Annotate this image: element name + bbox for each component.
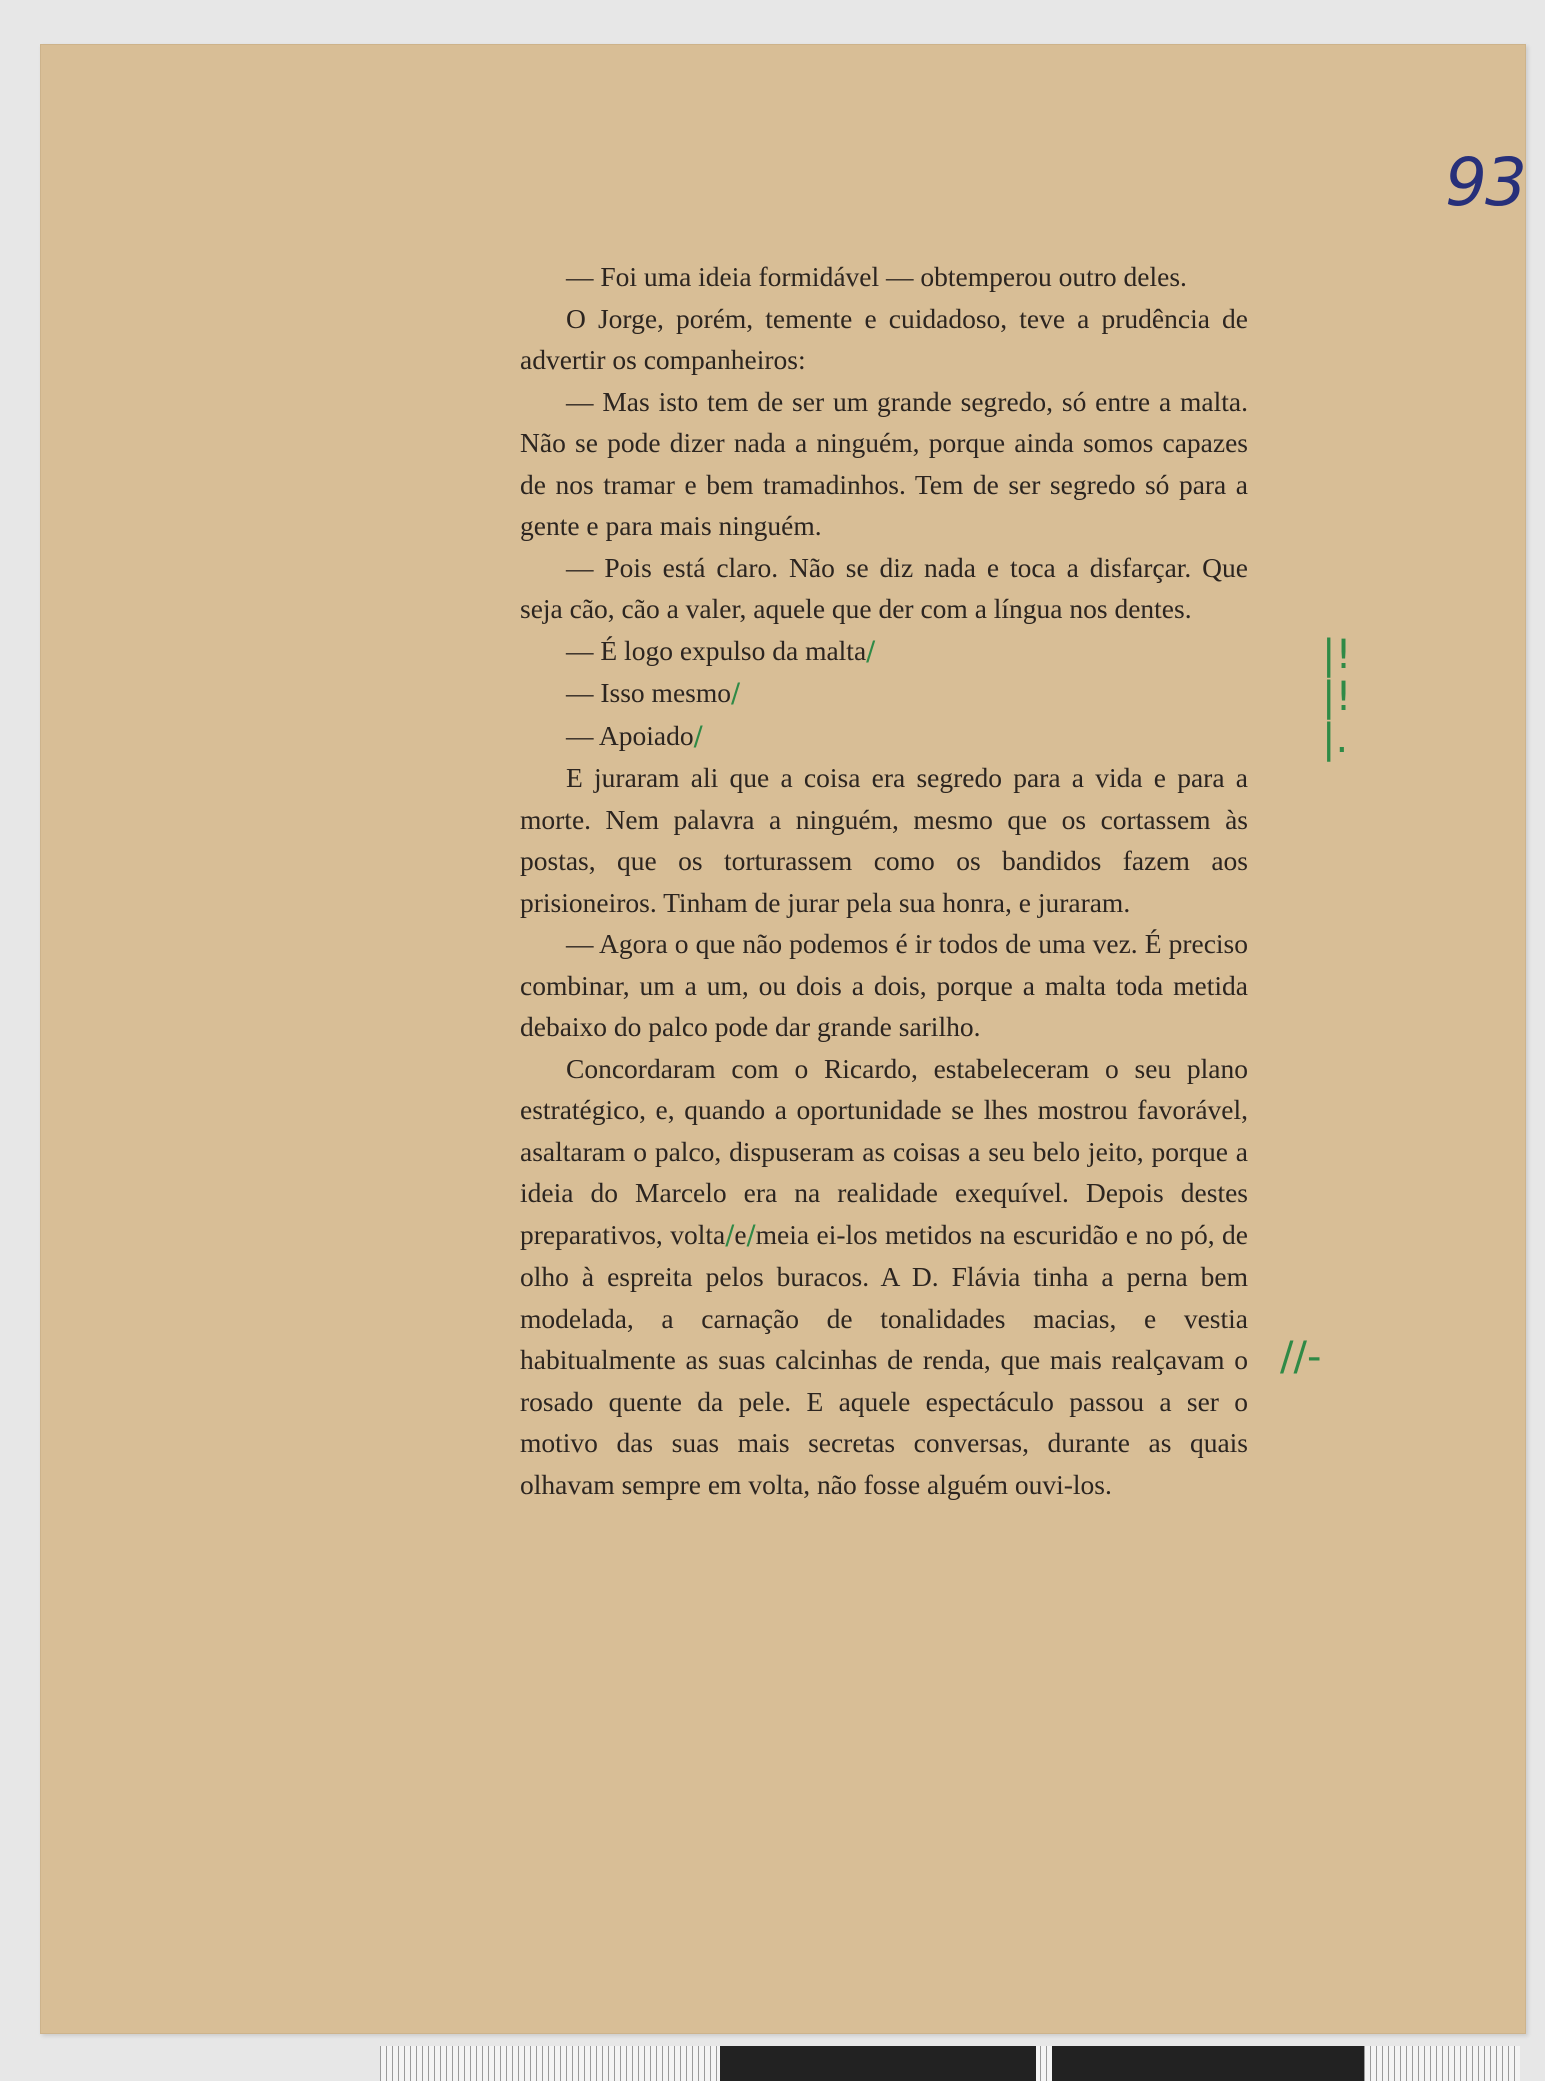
text-run: meia ei-los metidos na escuridão e no pó, de olho à espreita pelos buracos. A D. Flávia tinha a perna bem modelada, a carnação de tonalidades macias, e vestia habitualmente as suas calcinhas de renda, que mais realçavam o rosado quente da pele. E aquele espectáculo passou a ser o motivo das suas mais secretas conversas, durante as quais olhavam sempre em volta, não fosse alguém ouvi-los. [520, 1218, 1248, 1500]
paragraph [520, 672, 1248, 715]
dialogue-line: — Apoiado [566, 719, 694, 751]
correction-mark: / [731, 678, 741, 709]
paragraph: E juraram ali que a coisa era segredo para a vida e para a morte. Nem palavra a ninguém, mesmo que os cortassem às postas, que os torturassem como os bandidos fazem aos prisioneiros. Tinham de jurar pela sua honra, e juraram. [520, 762, 1248, 918]
paragraph [520, 630, 1248, 673]
correction-mark: / [746, 1219, 756, 1251]
color-calibration-block [1052, 2046, 1364, 2081]
paragraph: — Agora o que não podemos é ir todos de uma vez. É preciso combinar, um a um, ou dois a dois, porque a malta toda metida debaixo do palco pode dar grande sarilho. [520, 928, 1248, 1042]
paragraph [520, 715, 1248, 758]
paragraph: — Pois está claro. Não se diz nada e toca a disfarçar. Que seja cão, cão a valer, aquele que der com a língua nos dentes. [520, 551, 1248, 624]
body-text [520, 256, 1248, 1505]
text-run: Concordaram com o Ricardo, estabeleceram o seu plano estratégico, e, quando a oportunidade se lhes mostrou favorável, asaltaram o palco, dispuseram as coisas a seu belo jeito, porque a ideia do Marcelo era na realidade exequível. Depois destes preparativos, volta [520, 1052, 1248, 1250]
margin-mark: |! [1322, 632, 1352, 678]
paragraph: O Jorge, porém, temente e cuidadoso, teve a prudência de advertir os companheiros: [520, 302, 1248, 375]
correction-mark: / [866, 635, 876, 667]
margin-mark: //- [1280, 1334, 1322, 1380]
correction-mark: / [725, 1219, 735, 1251]
dialogue-line: — É logo expulso da malta [566, 634, 867, 666]
margin-mark: |. [1322, 716, 1349, 762]
dialogue-line: — Isso mesmo [566, 677, 731, 708]
page-number: 93 [1445, 144, 1525, 221]
paragraph: — Foi uma ideia formidável — obtemperou outro deles. [566, 261, 1187, 292]
paragraph [520, 1048, 1248, 1506]
document-page [40, 44, 1526, 2034]
margin-mark: |! [1322, 674, 1352, 720]
text-run: e [734, 1218, 747, 1250]
color-calibration-block [720, 2046, 1036, 2081]
paragraph: — Mas isto tem de ser um grande segredo, só entre a malta. Não se pode dizer nada a ninguém, porque ainda somos capazes de nos tramar e bem tramadinhos. Tem de ser segredo só para a gente e para mais ninguém. [520, 385, 1248, 541]
correction-mark: / [693, 720, 703, 752]
